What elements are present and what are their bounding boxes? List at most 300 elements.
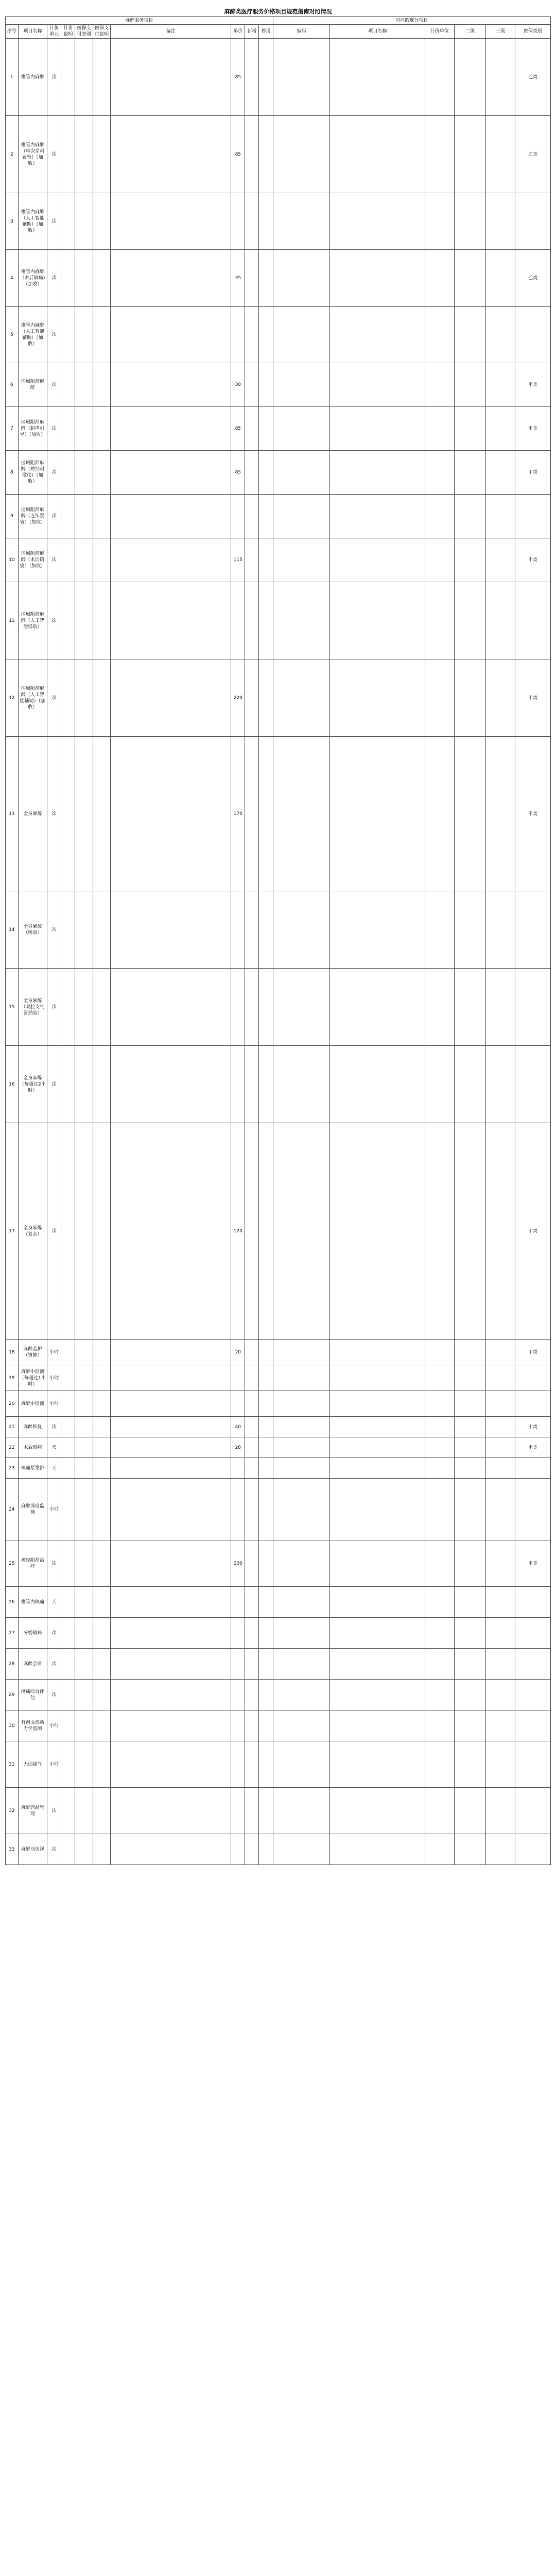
row-pricing-note: [61, 1046, 75, 1123]
row-remark: [111, 116, 231, 193]
row-price: [231, 1458, 245, 1479]
row-number: 17: [6, 1123, 19, 1340]
row-insurance-note: [93, 495, 110, 538]
table-row: [6, 407, 551, 451]
row-price: [231, 1046, 245, 1123]
row-level3: [486, 407, 515, 451]
row-new-flag: [245, 1123, 259, 1340]
row-name: 麻醉深度监测: [18, 1479, 47, 1540]
row-current-unit: [425, 116, 455, 193]
row-level2: [454, 1618, 486, 1649]
row-current-item: [330, 1340, 425, 1365]
row-current-unit: [425, 1540, 455, 1587]
row-pricing-note: [61, 1741, 75, 1788]
row-current-unit: [425, 969, 455, 1046]
row-unit: 次: [47, 39, 61, 116]
row-pricing-note: [61, 1587, 75, 1618]
row-stop-flag: [259, 1741, 273, 1788]
row-new-flag: [245, 737, 259, 891]
row-level2: [454, 1365, 486, 1391]
row-new-flag: [245, 1365, 259, 1391]
row-unit: 次: [47, 1788, 61, 1834]
row-level2: [454, 1788, 486, 1834]
row-insurance-category: [75, 1340, 93, 1365]
row-name: 疼痛综合评估: [18, 1680, 47, 1710]
row-level2: [454, 307, 486, 363]
row-current-unit: [425, 1587, 455, 1618]
row-class: [515, 969, 550, 1046]
row-class: [515, 1834, 550, 1865]
row-pricing-note: [61, 582, 75, 659]
row-unit: 次: [47, 969, 61, 1046]
col-header: 项目名称: [330, 25, 425, 39]
row-code: [273, 1340, 330, 1365]
row-remark: [111, 1587, 231, 1618]
row-price: [231, 307, 245, 363]
row-class: 甲类: [515, 451, 550, 495]
row-pricing-note: [61, 1391, 75, 1417]
table-row: [6, 1788, 551, 1834]
row-price: [231, 1365, 245, 1391]
row-current-unit: [425, 1046, 455, 1123]
row-remark: [111, 538, 231, 582]
row-current-item: [330, 451, 425, 495]
row-level3: [486, 582, 515, 659]
table-row: [6, 1649, 551, 1680]
row-insurance-category: [75, 1046, 93, 1123]
row-current-unit: [425, 407, 455, 451]
row-pricing-note: [61, 1123, 75, 1340]
row-level2: [454, 891, 486, 969]
row-stop-flag: [259, 538, 273, 582]
row-code: [273, 1479, 330, 1540]
row-current-item: [330, 659, 425, 737]
row-current-unit: [425, 1417, 455, 1437]
row-insurance-category: [75, 1834, 93, 1865]
col-header: 医保支付说明: [93, 25, 110, 39]
row-price: [231, 193, 245, 250]
row-new-flag: [245, 1046, 259, 1123]
table-row: [6, 1540, 551, 1587]
row-number: 7: [6, 407, 19, 451]
table-row: [6, 1437, 551, 1458]
row-level2: [454, 659, 486, 737]
row-code: [273, 1834, 330, 1865]
table-row: [6, 1587, 551, 1618]
row-unit: 次: [47, 407, 61, 451]
row-price: 170: [231, 737, 245, 891]
row-number: 3: [6, 193, 19, 250]
row-price: 220: [231, 659, 245, 737]
row-unit: 小时: [47, 1365, 61, 1391]
row-insurance-category: [75, 1391, 93, 1417]
row-insurance-note: [93, 538, 110, 582]
row-level2: [454, 1649, 486, 1680]
row-class: 甲类: [515, 1417, 550, 1437]
row-class: [515, 1391, 550, 1417]
row-price: [231, 1391, 245, 1417]
row-new-flag: [245, 659, 259, 737]
row-stop-flag: [259, 1458, 273, 1479]
row-name: 椎管内麻醉: [18, 39, 47, 116]
row-name: 椎管内麻醉（术后镇痛）（加收）: [18, 250, 47, 307]
row-level3: [486, 451, 515, 495]
row-code: [273, 495, 330, 538]
row-stop-flag: [259, 1391, 273, 1417]
row-unit: 次: [47, 737, 61, 891]
table-row: [6, 1123, 551, 1340]
row-stop-flag: [259, 495, 273, 538]
row-number: 6: [6, 363, 19, 407]
row-name: 神经阻滞治疗: [18, 1540, 47, 1587]
row-remark: [111, 891, 231, 969]
row-class: [515, 1479, 550, 1540]
row-name: 有创血流动力学监测: [18, 1710, 47, 1741]
row-level2: [454, 39, 486, 116]
row-price: 28: [231, 1437, 245, 1458]
row-current-unit: [425, 1479, 455, 1540]
row-insurance-note: [93, 1680, 110, 1710]
row-number: 5: [6, 307, 19, 363]
row-stop-flag: [259, 193, 273, 250]
row-name: 术后镇痛: [18, 1437, 47, 1458]
row-class: 甲类: [515, 1340, 550, 1365]
row-price: [231, 891, 245, 969]
row-class: [515, 1458, 550, 1479]
row-number: 19: [6, 1365, 19, 1391]
row-name: 区域阻滞麻醉（术后镇痛）（加收）: [18, 538, 47, 582]
table-row: [6, 451, 551, 495]
row-class: [515, 1788, 550, 1834]
row-current-unit: [425, 307, 455, 363]
row-insurance-note: [93, 307, 110, 363]
row-pricing-note: [61, 1680, 75, 1710]
row-stop-flag: [259, 1479, 273, 1540]
row-level2: [454, 1391, 486, 1417]
row-pricing-note: [61, 1479, 75, 1540]
row-pricing-note: [61, 307, 75, 363]
row-unit: 次: [47, 1417, 61, 1437]
row-current-item: [330, 1788, 425, 1834]
row-remark: [111, 1834, 231, 1865]
row-current-item: [330, 1391, 425, 1417]
table-body: [6, 39, 551, 1865]
row-current-unit: [425, 1834, 455, 1865]
row-code: [273, 1618, 330, 1649]
row-remark: [111, 39, 231, 116]
row-current-unit: [425, 737, 455, 891]
row-pricing-note: [61, 969, 75, 1046]
row-pricing-note: [61, 659, 75, 737]
row-stop-flag: [259, 1540, 273, 1587]
row-level3: [486, 1649, 515, 1680]
row-number: 10: [6, 538, 19, 582]
row-pricing-note: [61, 1340, 75, 1365]
row-remark: [111, 1479, 231, 1540]
row-current-unit: [425, 193, 455, 250]
row-stop-flag: [259, 1340, 273, 1365]
table-row: [6, 363, 551, 407]
row-new-flag: [245, 1788, 259, 1834]
row-insurance-note: [93, 1479, 110, 1540]
row-remark: [111, 363, 231, 407]
row-stop-flag: [259, 307, 273, 363]
row-current-item: [330, 538, 425, 582]
row-pricing-note: [61, 407, 75, 451]
row-code: [273, 1788, 330, 1834]
table-row: [6, 1710, 551, 1741]
data-table: [5, 16, 551, 1865]
row-level3: [486, 1680, 515, 1710]
row-insurance-note: [93, 1587, 110, 1618]
row-level2: [454, 1123, 486, 1340]
row-new-flag: [245, 1710, 259, 1741]
row-current-unit: [425, 451, 455, 495]
row-name: 全身麻醉（复杂）: [18, 1123, 47, 1340]
row-new-flag: [245, 1479, 259, 1540]
row-insurance-note: [93, 1540, 110, 1587]
row-name: 麻醉药品管理: [18, 1788, 47, 1834]
row-new-flag: [245, 1741, 259, 1788]
row-code: [273, 1437, 330, 1458]
row-current-item: [330, 250, 425, 307]
row-current-item: [330, 1834, 425, 1865]
row-level2: [454, 1540, 486, 1587]
row-current-unit: [425, 250, 455, 307]
col-header: 备注: [111, 25, 231, 39]
col-header: 序号: [6, 25, 19, 39]
row-level2: [454, 1458, 486, 1479]
row-level3: [486, 1123, 515, 1340]
row-code: [273, 250, 330, 307]
row-level2: [454, 1340, 486, 1365]
row-current-item: [330, 1417, 425, 1437]
row-code: [273, 1710, 330, 1741]
row-pricing-note: [61, 193, 75, 250]
row-name: 椎管内麻醉（人工智能辅助）（加收）: [18, 307, 47, 363]
row-number: 24: [6, 1479, 19, 1540]
row-price: [231, 1710, 245, 1741]
row-number: 4: [6, 250, 19, 307]
row-insurance-category: [75, 307, 93, 363]
row-stop-flag: [259, 1046, 273, 1123]
row-current-item: [330, 969, 425, 1046]
row-unit: 小时: [47, 1710, 61, 1741]
row-insurance-note: [93, 363, 110, 407]
row-stop-flag: [259, 737, 273, 891]
row-class: [515, 1741, 550, 1788]
row-stop-flag: [259, 451, 273, 495]
row-level2: [454, 1417, 486, 1437]
row-price: 85: [231, 407, 245, 451]
row-unit: 次: [47, 250, 61, 307]
row-remark: [111, 1417, 231, 1437]
row-current-item: [330, 1479, 425, 1540]
row-code: [273, 1458, 330, 1479]
row-level3: [486, 1788, 515, 1834]
row-price: 120: [231, 1123, 245, 1340]
row-insurance-category: [75, 1680, 93, 1710]
row-pricing-note: [61, 39, 75, 116]
row-insurance-category: [75, 1788, 93, 1834]
row-name: 全身麻醉（每超过2小时）: [18, 1046, 47, 1123]
row-pricing-note: [61, 1618, 75, 1649]
row-pricing-note: [61, 1649, 75, 1680]
row-code: [273, 969, 330, 1046]
row-insurance-category: [75, 1710, 93, 1741]
row-remark: [111, 1391, 231, 1417]
row-insurance-category: [75, 1540, 93, 1587]
row-code: [273, 307, 330, 363]
row-insurance-note: [93, 891, 110, 969]
row-unit: 次: [47, 363, 61, 407]
row-new-flag: [245, 250, 259, 307]
row-code: [273, 1680, 330, 1710]
row-stop-flag: [259, 969, 273, 1046]
row-level3: [486, 307, 515, 363]
row-class: [515, 582, 550, 659]
row-new-flag: [245, 1587, 259, 1618]
row-code: [273, 451, 330, 495]
row-level2: [454, 737, 486, 891]
col-header: 新增: [245, 25, 259, 39]
row-class: 甲类: [515, 363, 550, 407]
row-class: [515, 307, 550, 363]
row-stop-flag: [259, 1680, 273, 1710]
row-current-item: [330, 407, 425, 451]
row-new-flag: [245, 1649, 259, 1680]
row-stop-flag: [259, 1417, 273, 1437]
row-unit: 小时: [47, 1479, 61, 1540]
row-insurance-category: [75, 1741, 93, 1788]
row-level3: [486, 39, 515, 116]
row-level2: [454, 250, 486, 307]
row-insurance-note: [93, 407, 110, 451]
row-level2: [454, 1479, 486, 1540]
table-row: [6, 538, 551, 582]
table-row: [6, 495, 551, 538]
row-unit: 次: [47, 1123, 61, 1340]
row-unit: 次: [47, 538, 61, 582]
row-remark: [111, 407, 231, 451]
row-current-unit: [425, 659, 455, 737]
row-insurance-note: [93, 1391, 110, 1417]
row-code: [273, 1123, 330, 1340]
row-price: 35: [231, 250, 245, 307]
row-class: [515, 495, 550, 538]
row-number: 8: [6, 451, 19, 495]
row-number: 9: [6, 495, 19, 538]
row-remark: [111, 1710, 231, 1741]
row-current-item: [330, 1437, 425, 1458]
row-name: 麻醉中监测（每超过1小时）: [18, 1365, 47, 1391]
row-insurance-note: [93, 1365, 110, 1391]
row-price: [231, 495, 245, 538]
row-pricing-note: [61, 737, 75, 891]
col-header: 停用: [259, 25, 273, 39]
row-name: 无创通气: [18, 1741, 47, 1788]
row-name: 全身麻醉: [18, 737, 47, 891]
row-current-item: [330, 1365, 425, 1391]
row-insurance-note: [93, 969, 110, 1046]
row-insurance-category: [75, 1587, 93, 1618]
row-new-flag: [245, 116, 259, 193]
row-insurance-category: [75, 1437, 93, 1458]
row-level3: [486, 538, 515, 582]
row-new-flag: [245, 1437, 259, 1458]
table-row: [6, 1365, 551, 1391]
col-header: 医保类别: [515, 25, 550, 39]
row-code: [273, 737, 330, 891]
row-pricing-note: [61, 891, 75, 969]
row-class: [515, 1365, 550, 1391]
row-level3: [486, 1437, 515, 1458]
row-remark: [111, 193, 231, 250]
row-current-item: [330, 495, 425, 538]
row-price: [231, 1479, 245, 1540]
row-class: 乙类: [515, 250, 550, 307]
row-stop-flag: [259, 1365, 273, 1391]
row-name: 麻醉中监测: [18, 1391, 47, 1417]
row-current-unit: [425, 1741, 455, 1788]
row-number: 31: [6, 1741, 19, 1788]
row-level3: [486, 193, 515, 250]
row-unit: 次: [47, 1046, 61, 1123]
row-insurance-category: [75, 969, 93, 1046]
row-price: 85: [231, 39, 245, 116]
row-name: 区域阻滞麻醉: [18, 363, 47, 407]
row-number: 30: [6, 1710, 19, 1741]
row-unit: 次: [47, 659, 61, 737]
row-price: [231, 1618, 245, 1649]
row-name: 镇痛泵维护: [18, 1458, 47, 1479]
row-level2: [454, 1680, 486, 1710]
row-price: [231, 969, 245, 1046]
row-level3: [486, 250, 515, 307]
row-unit: 次: [47, 582, 61, 659]
row-insurance-note: [93, 250, 110, 307]
table-row: [6, 1046, 551, 1123]
row-pricing-note: [61, 250, 75, 307]
row-class: 甲类: [515, 1123, 550, 1340]
row-remark: [111, 1741, 231, 1788]
table-row: [6, 193, 551, 250]
row-level3: [486, 1391, 515, 1417]
row-current-item: [330, 116, 425, 193]
row-name: 区域阻滞麻醉（超声引导）（加收）: [18, 407, 47, 451]
row-name: 椎管内麻醉（人工智能辅助）（加收）: [18, 193, 47, 250]
row-insurance-category: [75, 250, 93, 307]
row-name: 区域阻滞麻醉（连续置管）（加收）: [18, 495, 47, 538]
row-remark: [111, 1618, 231, 1649]
row-insurance-note: [93, 1649, 110, 1680]
row-level2: [454, 116, 486, 193]
row-level2: [454, 582, 486, 659]
row-current-unit: [425, 1123, 455, 1340]
row-stop-flag: [259, 1618, 273, 1649]
row-code: [273, 1365, 330, 1391]
row-current-item: [330, 39, 425, 116]
row-class: [515, 193, 550, 250]
row-price: 30: [231, 363, 245, 407]
row-class: [515, 1046, 550, 1123]
col-header: 医保支付类别: [75, 25, 93, 39]
table-row: [6, 1340, 551, 1365]
row-number: 25: [6, 1540, 19, 1587]
row-current-item: [330, 1649, 425, 1680]
row-code: [273, 363, 330, 407]
row-price: [231, 1741, 245, 1788]
